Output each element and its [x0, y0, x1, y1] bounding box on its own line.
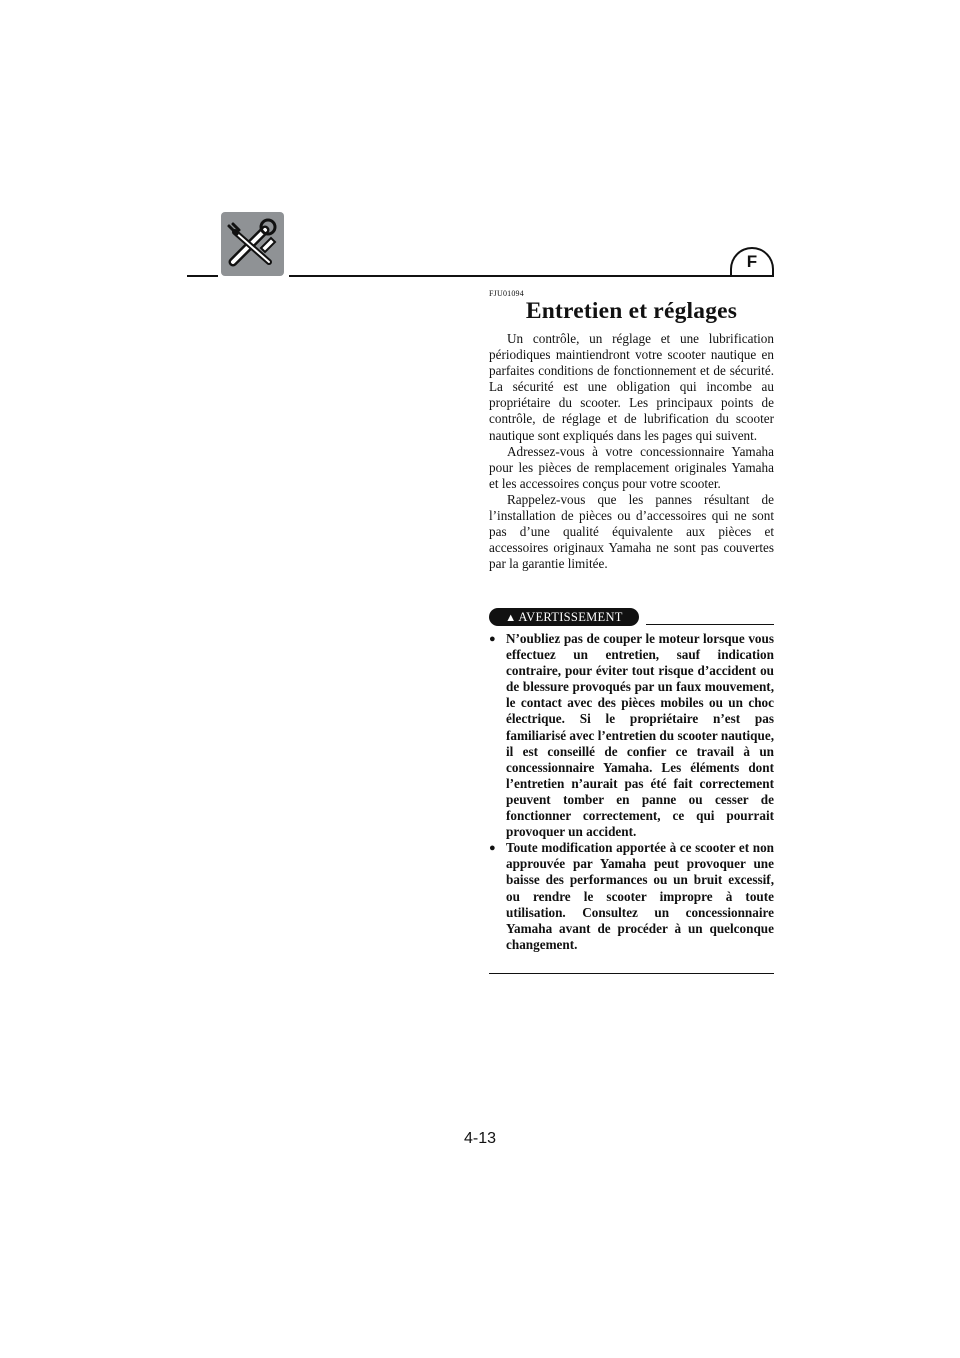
- paragraph: Adressez-vous à votre concessionnaire Yamaha pour les pièces de remplacement originales Yamaha et les accessoires conçus pour votre scooter.: [489, 443, 774, 491]
- page-title: Entretien et réglages: [525, 298, 738, 324]
- bullet-icon: ●: [489, 633, 496, 645]
- warning-triangle-icon: ▲: [505, 612, 517, 624]
- header-rule-right: [289, 275, 774, 277]
- warning-end-rule: [489, 973, 774, 974]
- warning-list: [489, 631, 774, 953]
- header-rule-left: [187, 275, 218, 277]
- warning-label-text: AVERTISSEMENT: [518, 610, 623, 624]
- section-code: FJU01094: [489, 289, 524, 298]
- warning-label: [489, 608, 639, 626]
- language-badge: F: [730, 247, 774, 275]
- paragraph: Un contrôle, un réglage et une lubrification périodiques maintiendront votre scooter nautique en parfaites conditions de fonctionnement et de sécurité. La sécurité est une obligation qui incombe au propriétaire du scooter. Les principaux points de contrôle, de réglage et de lubrification du scooter nautique sont expliqués dans les pages qui suivent.: [489, 331, 774, 443]
- warning-item-text: N’oubliez pas de couper le moteur lorsque vous effectuez un entretien, sauf indication contraire, pour éviter tout risque d’accident ou de blessure provoqués par un faux mouvement, le contact avec des pièces mobiles ou un choc électrique. Si le propriétaire n’est pas familiarisé avec l’entretien du scooter nautique, il est conseillé de confier ce travail à un concessionnaire Yamaha. Les éléments dont l’entretien n’aurait pas été fait correctement peuvent tomber en panne ou cesser de fonctionner correctement, ce qui pourrait provoquer un accident.: [506, 631, 774, 840]
- bullet-icon: ●: [489, 842, 496, 855]
- warning-header: [489, 608, 774, 626]
- list-item: [489, 840, 774, 953]
- warning-item-text: Toute modification apportée à ce scooter et non approuvée par Yamaha peut provoquer une baisse des performances ou un bruit excessif, ou rendre le scooter impropre à toute utilisation. Consultez un concessionnaire Yamaha avant de procéder à un quelconque changement.: [506, 840, 774, 952]
- body-text: [489, 331, 774, 572]
- warning-rule: [646, 624, 774, 625]
- page-number: 4-13: [463, 1130, 497, 1147]
- list-item: [489, 631, 774, 840]
- tools-icon: [221, 212, 284, 276]
- paragraph: Rappelez-vous que les pannes résultant de l’installation de pièces ou d’accessoires qui ne sont pas d’une qualité équivalente aux pièces et accessoires originaux Yamaha ne sont pas couvertes par la garantie limitée.: [489, 491, 774, 572]
